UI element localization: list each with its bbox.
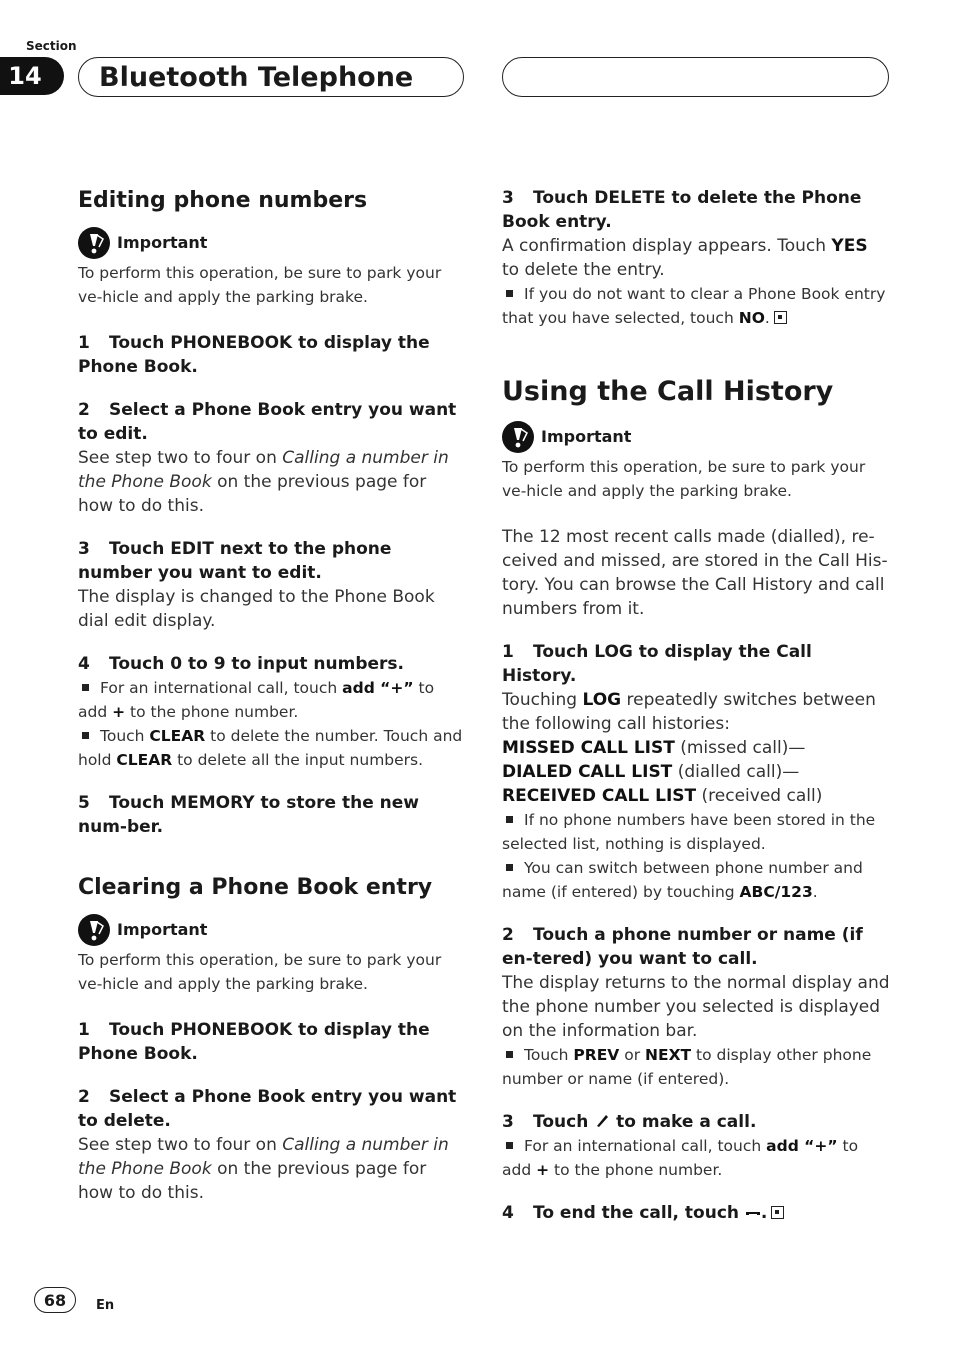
important-label: Important: [541, 427, 632, 446]
step-3: 3 Touch to make a call.: [502, 1112, 757, 1132]
important-block: [78, 913, 466, 947]
bullet-square-icon: [506, 864, 513, 871]
step-2-text: Select a Phone Book entry you want to edit.: [78, 400, 457, 444]
step-3-body: The display is changed to the Phone Book dial edit display.: [78, 587, 435, 631]
step-2: 2 Touch a phone number or name (if en-tered) you want to call.: [502, 925, 863, 969]
important-label: Important: [117, 920, 208, 939]
step-2: 2 Select a Phone Book entry you want to delete.: [78, 1087, 457, 1131]
bullet-square-icon: [506, 816, 513, 823]
important-text: To perform this operation, be sure to park your ve-hicle and apply the parking brake.: [78, 951, 442, 993]
important-icon: [78, 914, 110, 946]
section-label: Section: [26, 39, 77, 53]
step-1: 1 Touch PHONEBOOK to display the Phone Book.: [78, 1020, 430, 1064]
bullet: Touch CLEAR to delete the number. Touch and hold CLEAR to delete all the input numbers.: [78, 727, 463, 769]
step-2-text: Select a Phone Book entry you want to delete.: [78, 1087, 457, 1131]
page-number: 68: [34, 1287, 76, 1313]
step-2-body: See step two to four on Calling a number in the Phone Book on the previous page for how to do this.: [78, 448, 449, 516]
bullet: If you do not want to clear a Phone Book entry that you have selected, touch NO.: [502, 285, 886, 327]
important-label: Important: [117, 233, 208, 252]
bullet: For an international call, touch add “+” to add + to the phone number.: [502, 1137, 859, 1179]
important-text: To perform this operation, be sure to park your ve-hicle and apply the parking brake.: [78, 264, 442, 306]
important-block: [502, 420, 890, 454]
clearing-heading: Clearing a Phone Book entry: [78, 875, 433, 900]
bullet-square-icon: [506, 290, 513, 297]
chapter-title-text: Bluetooth Telephone: [99, 61, 414, 93]
step-5: 5 Touch MEMORY to store the new num-ber.: [78, 793, 420, 837]
step-1: 1 Touch LOG to display the Call History.: [502, 642, 812, 686]
step-1-body: Touching LOG repeatedly switches between the following call histories:: [502, 690, 876, 734]
important-icon: [502, 421, 534, 453]
step-2: 2 Select a Phone Book entry you want to edit.: [78, 400, 457, 444]
step-3-body: A confirmation display appears. Touch YES to delete the entry.: [502, 236, 868, 280]
step-2-body: The display returns to the normal display and the phone number you selected is displayed on the information bar.: [502, 973, 890, 1041]
bullet-square-icon: [82, 684, 89, 691]
language-label: En: [96, 1298, 115, 1313]
bullet-square-icon: [82, 732, 89, 739]
end-square-icon: [774, 311, 787, 324]
header-empty-pill: [502, 57, 889, 97]
step-1-text: Touch PHONEBOOK to display the Phone Book.: [78, 333, 430, 377]
step-2-text: Touch a phone number or name (if en-tered) you want to call.: [502, 925, 863, 969]
editing-heading: Editing phone numbers: [78, 188, 368, 213]
bullet: For an international call, touch add “+” to add + to the phone number.: [78, 679, 435, 721]
step-4-text: Touch 0 to 9 to input numbers.: [109, 654, 404, 674]
important-icon: [78, 227, 110, 259]
bullet-square-icon: [506, 1142, 513, 1149]
step-1-text: Touch PHONEBOOK to display the Phone Book.: [78, 1020, 430, 1064]
phone-handset-icon: [594, 1112, 610, 1132]
step-1: 1 Touch PHONEBOOK to display the Phone Book.: [78, 333, 430, 377]
step-2-body: See step two to four on Calling a number in the Phone Book on the previous page for how to do this.: [78, 1135, 449, 1203]
list-item: DIALED CALL LIST (dialled call)—: [502, 762, 800, 782]
step-3-text: Touch EDIT next to the phone number you want to edit.: [78, 539, 392, 583]
bullet-square-icon: [506, 1051, 513, 1058]
step-4: 4 To end the call, touch .: [502, 1201, 890, 1225]
bullet: You can switch between phone number and name (if entered) by touching ABC/123.: [502, 859, 863, 901]
call-history-heading: Using the Call History: [502, 376, 834, 407]
section-number: 14: [0, 57, 64, 95]
left-column: [78, 186, 466, 1205]
chapter-title: [78, 57, 464, 97]
bullet: If no phone numbers have been stored in the selected list, nothing is displayed.: [502, 811, 876, 853]
step-3-text: Touch DELETE to delete the Phone Book entry.: [502, 188, 862, 232]
list-item: MISSED CALL LIST (missed call)—: [502, 738, 806, 758]
call-history-intro: The 12 most recent calls made (dialled), re-ceived and missed, are stored in the Call His-tory. You can browse the Call History and call numbers from it.: [502, 527, 888, 619]
important-block: [78, 226, 466, 260]
step-1-text: Touch LOG to display the Call History.: [502, 642, 812, 686]
important-text: To perform this operation, be sure to park your ve-hicle and apply the parking brake.: [502, 458, 866, 500]
end-square-icon: [771, 1206, 784, 1219]
right-column: [502, 186, 890, 1225]
list-item: RECEIVED CALL LIST (received call): [502, 786, 823, 806]
step-5-text: Touch MEMORY to store the new num-ber.: [78, 793, 420, 837]
bullet: Touch PREV or NEXT to display other phone number or name (if entered).: [502, 1046, 872, 1088]
step-3: 3 Touch EDIT next to the phone number you want to edit.: [78, 539, 392, 583]
step-3: 3 Touch DELETE to delete the Phone Book entry.: [502, 188, 862, 232]
hang-up-icon: [745, 1203, 761, 1223]
step-4: 4 Touch 0 to 9 to input numbers.: [78, 654, 404, 674]
